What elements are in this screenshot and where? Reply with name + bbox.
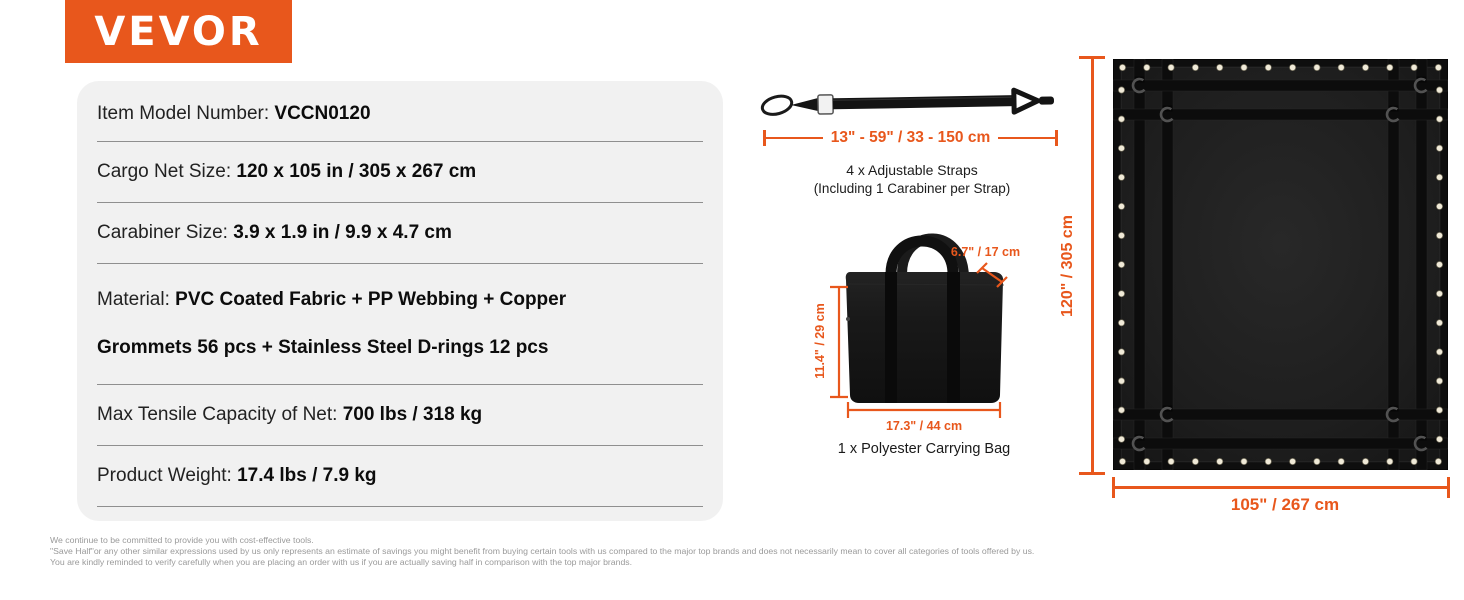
dimension-line xyxy=(998,137,1055,140)
strap-buckle-icon xyxy=(818,95,833,114)
grommet xyxy=(1436,145,1442,151)
grommet xyxy=(1118,291,1124,297)
dimension-line xyxy=(766,137,823,140)
grommet xyxy=(1192,64,1198,70)
spec-value: VCCN0120 xyxy=(274,102,371,124)
grommet xyxy=(1338,64,1344,70)
grommet xyxy=(1118,349,1124,355)
grommet xyxy=(1144,458,1150,464)
bag-width-dimension: 17.3" / 44 cm xyxy=(885,419,963,433)
spec-label: Material: xyxy=(97,289,176,311)
grommet xyxy=(1436,349,1442,355)
grommet xyxy=(1436,174,1442,180)
grommet xyxy=(1290,458,1296,464)
dimension-tick xyxy=(1079,472,1105,475)
footnote xyxy=(50,535,1450,569)
spec-value: 120 x 105 in / 305 x 267 cm xyxy=(236,161,477,182)
grommet xyxy=(1118,116,1124,122)
strap-caption-line2: (Including 1 Carabiner per Strap) xyxy=(813,180,1011,196)
cargo-net-illustration xyxy=(1113,59,1448,470)
grommet xyxy=(1362,64,1368,70)
net-height-dimension-line xyxy=(1091,57,1094,474)
grommet xyxy=(1118,232,1124,238)
net-width-dimension-line xyxy=(1112,486,1450,489)
spec-value: PVC Coated Fabric + PP Webbing + Copper xyxy=(175,289,567,311)
strap-triangle-hook xyxy=(1014,90,1038,112)
grommet xyxy=(1168,64,1174,70)
strap-caption-line1: 4 x Adjustable Straps xyxy=(846,162,978,178)
grommet xyxy=(1436,378,1442,384)
grommet xyxy=(1241,64,1247,70)
footnote-line2: "Save Half"or any other similar expressions used by us only represents an estimate of savings you might benefit from buying certain tools with us compared to the major top brands and does not necessarily mean to cover all categories of tools offered by us. xyxy=(50,546,1035,557)
grommet xyxy=(1119,458,1125,464)
spec-label: Product Weight: xyxy=(97,465,238,486)
grommet xyxy=(1436,262,1442,268)
vevor-logo xyxy=(65,0,292,63)
grommet xyxy=(1118,174,1124,180)
bag-depth-dimension: 6.7" / 17 cm xyxy=(950,245,1021,259)
grommet xyxy=(1119,64,1125,70)
grommet xyxy=(1118,320,1124,326)
grommet xyxy=(1436,87,1442,93)
spec-value: 3.9 x 1.9 in / 9.9 x 4.7 cm xyxy=(233,222,452,243)
grommet xyxy=(1314,64,1320,70)
carabiner-icon xyxy=(760,93,793,117)
strap-caption xyxy=(752,162,1072,197)
grommet xyxy=(1435,64,1441,70)
grommet xyxy=(1241,458,1247,464)
grommet xyxy=(1436,291,1442,297)
vevor-logo-text: VEVOR xyxy=(94,8,263,55)
dimension-tick xyxy=(1079,56,1105,59)
grommet xyxy=(1387,458,1393,464)
dimension-tick xyxy=(1055,130,1058,146)
grommet xyxy=(1436,203,1442,209)
strap-webbing-loop xyxy=(791,98,820,113)
grommet xyxy=(1411,458,1417,464)
net-width-dimension: 105" / 267 cm xyxy=(1230,495,1340,514)
grommet xyxy=(1436,320,1442,326)
dimension-tick xyxy=(1447,477,1450,498)
spec-label: Item Model Number: xyxy=(97,102,275,124)
bag-caption: 1 x Polyester Carrying Bag xyxy=(837,441,1011,457)
grommet xyxy=(1118,436,1124,442)
net-height-dimension: 120" / 305 cm xyxy=(1059,215,1076,317)
grommet xyxy=(1217,64,1223,70)
spec-row-material xyxy=(97,264,703,385)
spec-label: Cargo Net Size: xyxy=(97,161,237,182)
footnote-line1: We continue to be committed to provide you with cost-effective tools. xyxy=(50,535,314,545)
spec-row-carabiner-size xyxy=(97,203,703,264)
spec-value-line2: Grommets 56 pcs + Stainless Steel D-rings 12 pcs xyxy=(97,336,549,358)
spec-row-max-tensile xyxy=(97,385,703,446)
grommet xyxy=(1314,458,1320,464)
grommet xyxy=(1387,64,1393,70)
grommet xyxy=(1118,407,1124,413)
grommet xyxy=(1436,436,1442,442)
grommet xyxy=(1144,64,1150,70)
grommet xyxy=(1362,458,1368,464)
grommet xyxy=(1436,232,1442,238)
strap-dimension-line xyxy=(763,129,1058,147)
grommet xyxy=(1338,458,1344,464)
footnote-line3: You are kindly reminded to verify carefully when you are placing an order with us if you are actually saving half in comparison with the top major brands. xyxy=(50,557,633,568)
grommet xyxy=(1118,262,1124,268)
strap-end-tab xyxy=(1039,96,1054,104)
grommet xyxy=(1118,378,1124,384)
grommet xyxy=(1118,87,1124,93)
grommet xyxy=(1118,145,1124,151)
grommet xyxy=(1265,64,1271,70)
spec-panel xyxy=(77,81,723,521)
grommet xyxy=(1411,64,1417,70)
spec-row-product-weight xyxy=(97,446,703,507)
spec-value: 700 lbs / 318 kg xyxy=(342,404,483,425)
grommet xyxy=(1192,458,1198,464)
grommet xyxy=(1168,458,1174,464)
spec-label: Max Tensile Capacity of Net: xyxy=(97,404,343,425)
grommet xyxy=(1435,458,1441,464)
grommet xyxy=(1290,64,1296,70)
grommet xyxy=(1265,458,1271,464)
spec-value: 17.4 lbs / 7.9 kg xyxy=(237,465,377,486)
adjustable-strap-illustration xyxy=(758,86,1058,120)
spec-row-model-number xyxy=(97,86,703,142)
grommet xyxy=(1217,458,1223,464)
spec-row-cargo-net-size xyxy=(97,142,703,203)
grommet xyxy=(1436,407,1442,413)
bag-dimension-lines xyxy=(805,235,1020,420)
grommet xyxy=(1118,203,1124,209)
grommet xyxy=(1436,116,1442,122)
dimension-tick xyxy=(1112,477,1115,498)
strap-dimension-label: 13" - 59" / 33 - 150 cm xyxy=(830,129,991,146)
spec-label: Carabiner Size: xyxy=(97,222,234,243)
bag-height-dimension: 11.4" / 29 cm xyxy=(813,303,827,379)
